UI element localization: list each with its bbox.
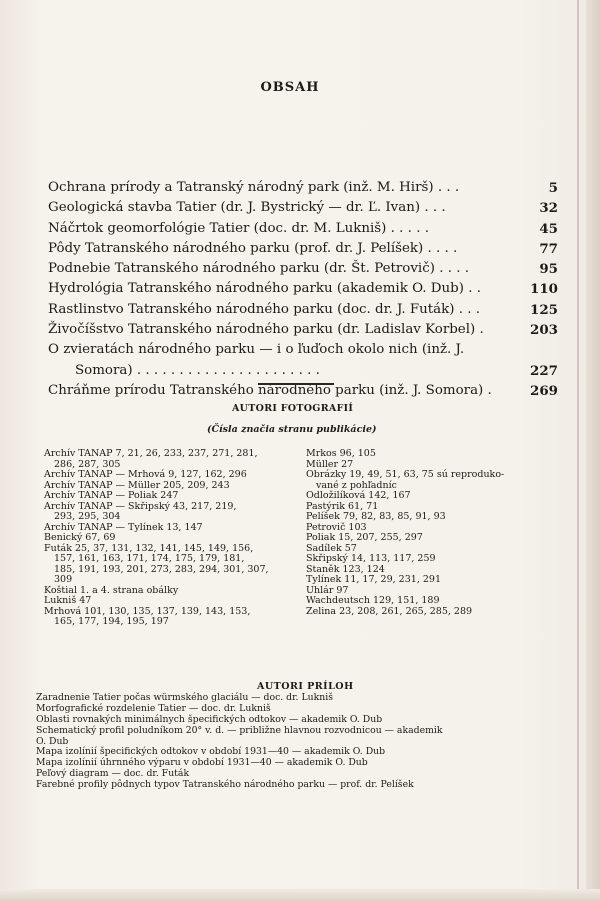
appendix-credit: Morfografické rozdelenie Tatier — doc. dr. Lukniš: [36, 702, 271, 714]
table-of-contents: [48, 178, 558, 401]
contents-heading: OBSAH: [260, 80, 320, 95]
photo-credit: Sadílek 57: [306, 542, 357, 554]
toc-entry: Náčrtok geomorfológie Tatier (doc. dr. M. Lukniš) . . . . . 45: [48, 220, 558, 237]
appendix-authors-list: [36, 693, 566, 791]
appendix-credit: Peľový diagram — doc. dr. Futák: [36, 768, 190, 780]
appendix-credit: O. Dub: [36, 735, 69, 747]
photo-credit: Zelina 23, 208, 261, 265, 285, 289: [306, 605, 473, 617]
toc-entry: Živočíšstvo Tatranského národného parku (dr. Ladislav Korbel) . 203: [48, 322, 558, 339]
photo-credit: Archív TANAP — Skřipský 43, 217, 219,: [44, 500, 237, 512]
photo-credit: Lukniš 47: [44, 595, 92, 606]
photo-credit: 309: [54, 574, 73, 585]
photo-credit: Mrkos 96, 105: [306, 448, 376, 459]
toc-entry: Pôdy Tatranského národného parku (prof. dr. J. Pelíšek) . . . . 77: [48, 240, 558, 257]
photo-credit: Odložilíková 142, 167: [306, 490, 411, 501]
photo-credit: Futák 25, 37, 131, 132, 141, 145, 149, 156,: [44, 542, 254, 554]
photo-credit: Müller 27: [306, 458, 354, 470]
toc-entry: Somora) . . . . . . . . . . . . . . . . . . . . . . 227: [75, 362, 558, 379]
section-divider: [258, 383, 334, 385]
toc-entry: Rastlinstvo Tatranského národného parku (doc. dr. J. Futák) . . . 125: [48, 301, 558, 318]
toc-entry: Podnebie Tatranského národného parku (dr. Št. Petrovič) . . . . 95: [48, 261, 558, 278]
photo-credit: Archív TANAP — Mrhová 9, 127, 162, 296: [44, 469, 247, 480]
photo-credit: Staněk 123, 124: [306, 563, 385, 575]
appendix-credit: Oblasti rovnakých minimálnych špecifických odtokov — akademik O. Dub: [36, 713, 383, 725]
photo-credit: Tylínek 11, 17, 29, 231, 291: [306, 574, 441, 585]
photo-authors-right-column: [306, 449, 566, 617]
margin-line: [577, 0, 579, 901]
toc-entry: Ochrana prírody a Tatranský národný park (inž. M. Hirš) . . . 5: [48, 180, 558, 196]
photo-credit: Pelíšek 79, 82, 83, 85, 91, 93: [306, 511, 446, 522]
photo-credit: Petrovič 103: [306, 521, 367, 533]
photo-credit: Archív TANAP — Tylínek 13, 147: [44, 521, 203, 533]
photo-credit: Benický 67, 69: [44, 532, 116, 543]
photo-credit: Pastýrik 61, 71: [306, 500, 379, 512]
appendix-credit: Mapa izolínií špecifických odtokov v období 1931—40 — akademik O. Dub: [36, 746, 386, 758]
page-bottom-edge: [0, 889, 600, 901]
photo-credit: Poliak 15, 207, 255, 297: [306, 532, 423, 543]
photo-credit: Archív TANAP — Poliak 247: [44, 490, 179, 501]
toc-entry: Geologická stavba Tatier (dr. J. Bystrický — dr. Ľ. Ivan) . . . 32: [48, 200, 558, 217]
page-edge: [586, 0, 600, 901]
photo-credit: vané z pohľadníc: [316, 479, 397, 491]
photo-authors-heading: AUTORI FOTOGRAFIÍ: [232, 403, 354, 414]
appendix-credit: Schematický profil poludníkom 20° v. d. — približne hlavnou rozvodnicou — akademik: [36, 724, 443, 736]
toc-entry: Hydrológia Tatranského národného parku (akademik O. Dub) . . 110: [48, 281, 558, 298]
photo-credit: 286, 287, 305: [54, 458, 121, 470]
toc-entry: Chráňme prírodu Tatranského národného parku (inž. J. Somora) . 269: [48, 382, 558, 399]
photo-credit: Wachdeutsch 129, 151, 189: [306, 595, 440, 606]
photo-credit: Mrhová 101, 130, 135, 137, 139, 143, 153,: [44, 605, 251, 617]
toc-entry: O zvieratách národného parku — i o ľuďoch okolo nich (inž. J.: [48, 342, 465, 358]
photo-credit: Archív TANAP 7, 21, 26, 233, 237, 271, 281,: [44, 448, 258, 459]
photo-credit: Obrázky 19, 49, 51, 63, 75 sú reproduko-: [306, 469, 505, 480]
photo-credit: Archív TANAP — Müller 205, 209, 243: [44, 479, 230, 491]
appendix-credit: Zaradnenie Tatier počas würmského glaciálu — doc. dr. Lukniš: [36, 692, 333, 703]
photo-credit: 157, 161, 163, 171, 174, 175, 179, 181,: [54, 553, 245, 564]
photo-credit: Uhlár 97: [306, 584, 349, 596]
photo-authors-left-column: [44, 449, 289, 628]
photo-credit: 293, 295, 304: [54, 511, 121, 522]
appendix-credit: Mapa izolínií úhrnného výparu v období 1931—40 — akademik O. Dub: [36, 757, 368, 769]
photo-credit: Skřipský 14, 113, 117, 259: [306, 553, 436, 564]
photo-credit: 165, 177, 194, 195, 197: [54, 616, 169, 627]
photo-authors-note: (Čísla značia stranu publikácie): [207, 424, 377, 435]
appendix-authors-heading: AUTORI PRÍLOH: [257, 681, 354, 692]
photo-credit: 185, 191, 193, 201, 273, 283, 294, 301, 307,: [54, 563, 269, 575]
appendix-credit: Farebné profily pôdnych typov Tatranského národného parku — prof. dr. Pelíšek: [36, 779, 414, 791]
photo-credit: Koštial 1. a 4. strana obálky: [44, 584, 179, 596]
